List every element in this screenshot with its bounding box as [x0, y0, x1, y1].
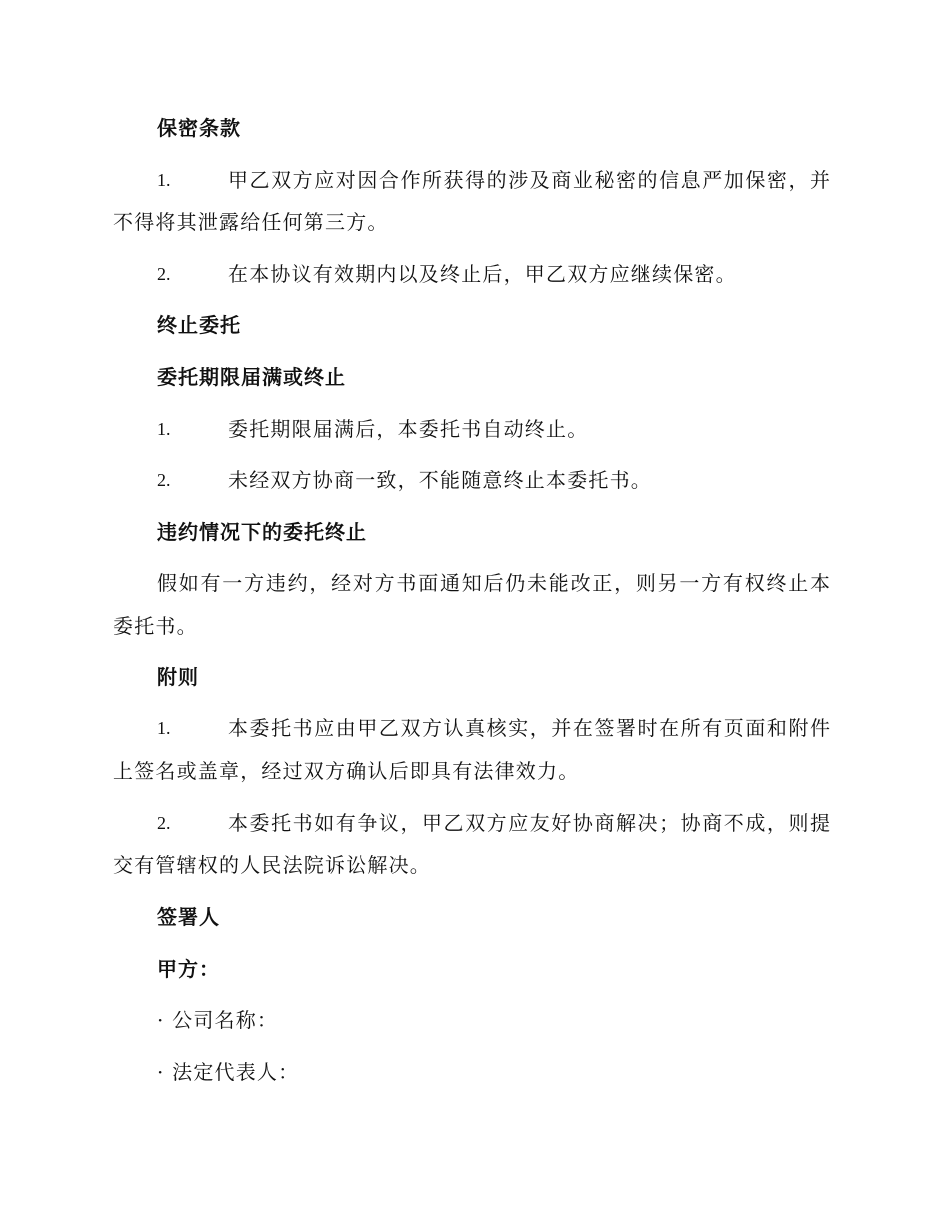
- section-heading-termination: 终止委托: [157, 313, 241, 337]
- list-number: 2.: [157, 813, 171, 833]
- paragraph-line: 委托期限届满后，本委托书自动终止。: [228, 417, 589, 441]
- section-heading-signatories: 签署人: [157, 905, 220, 929]
- paragraph-line: 本委托书应由甲乙双方认真核实，并在签署时在所有页面和附件: [228, 716, 830, 740]
- list-number: 2.: [157, 264, 171, 284]
- paragraph-line: 上签名或盖章，经过双方确认后即具有法律效力。: [113, 759, 580, 783]
- paragraph-line: 不得将其泄露给任何第三方。: [113, 210, 389, 234]
- company-name-label: · 公司名称：: [157, 1008, 279, 1032]
- list-number: 1.: [157, 718, 171, 738]
- list-number: 2.: [157, 470, 171, 490]
- subsection-heading-expiry: 委托期限届满或终止: [157, 365, 346, 389]
- paragraph-line: 甲乙双方应对因合作所获得的涉及商业秘密的信息严加保密，并: [228, 168, 830, 192]
- list-number: 1.: [157, 419, 171, 439]
- paragraph-line: 假如有一方违约，经对方书面通知后仍未能改正，则另一方有权终止本: [157, 571, 830, 595]
- paragraph-line: 未经双方协商一致，不能随意终止本委托书。: [228, 468, 652, 492]
- paragraph-line: 委托书。: [113, 614, 198, 638]
- subsection-heading-breach: 违约情况下的委托终止: [157, 520, 367, 544]
- list-number: 1.: [157, 170, 171, 190]
- paragraph-line: 本委托书如有争议，甲乙双方应友好协商解决；协商不成，则提: [228, 811, 830, 835]
- section-heading-supplementary: 附则: [157, 665, 199, 689]
- paragraph-line: 在本协议有效期内以及终止后，甲乙双方应继续保密。: [228, 262, 737, 286]
- legal-representative-label: · 法定代表人：: [157, 1060, 300, 1084]
- party-a-heading: 甲方：: [157, 957, 220, 981]
- paragraph-line: 交有管辖权的人民法院诉讼解决。: [113, 853, 431, 877]
- section-heading-confidentiality: 保密条款: [157, 116, 241, 140]
